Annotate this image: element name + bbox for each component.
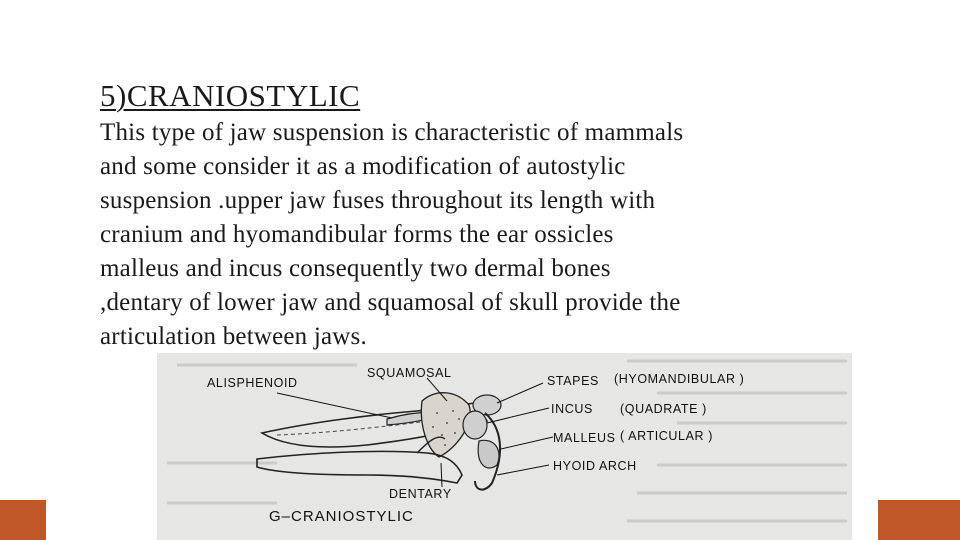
incus-shape bbox=[463, 411, 487, 439]
body-line: articulation between jaws. bbox=[100, 323, 367, 350]
body-line: malleus and incus consequently two dermal bones bbox=[100, 255, 611, 282]
slide-heading: 5)CRANIOSTYLIC bbox=[100, 78, 361, 113]
label-incus-homolog: (QUADRATE ) bbox=[620, 402, 707, 416]
diagram-svg bbox=[157, 353, 852, 540]
slide-body-text bbox=[100, 116, 860, 354]
figure-caption: G–CRANIOSTYLIC bbox=[269, 508, 414, 525]
label-stapes-homolog: (HYOMANDIBULAR ) bbox=[614, 372, 745, 386]
label-dentary: DENTARY bbox=[389, 487, 452, 501]
lower-jaw-shape bbox=[257, 451, 462, 483]
body-line: ,dentary of lower jaw and squamosal of skull provide the bbox=[100, 289, 681, 316]
body-line: and some consider it as a modification of autostylic bbox=[100, 153, 626, 180]
label-squamosal: SQUAMOSAL bbox=[367, 366, 452, 380]
body-line: cranium and hyomandibular forms the ear ossicles bbox=[100, 221, 614, 248]
accent-bar-right bbox=[878, 500, 960, 540]
body-line: suspension .upper jaw fuses throughout its length with bbox=[100, 187, 656, 214]
body-line: This type of jaw suspension is characteristic of mammals bbox=[100, 119, 684, 146]
label-stapes: STAPES bbox=[547, 374, 599, 388]
label-malleus: MALLEUS bbox=[553, 431, 616, 445]
label-malleus-homolog: ( ARTICULAR ) bbox=[620, 429, 713, 443]
craniostylic-diagram bbox=[157, 353, 852, 540]
accent-bar-left bbox=[0, 500, 46, 540]
label-hyoid-arch: HYOID ARCH bbox=[553, 459, 637, 473]
malleus-shape bbox=[478, 440, 499, 468]
label-alisphenoid: ALISPHENOID bbox=[207, 376, 298, 390]
label-incus: INCUS bbox=[551, 402, 593, 416]
